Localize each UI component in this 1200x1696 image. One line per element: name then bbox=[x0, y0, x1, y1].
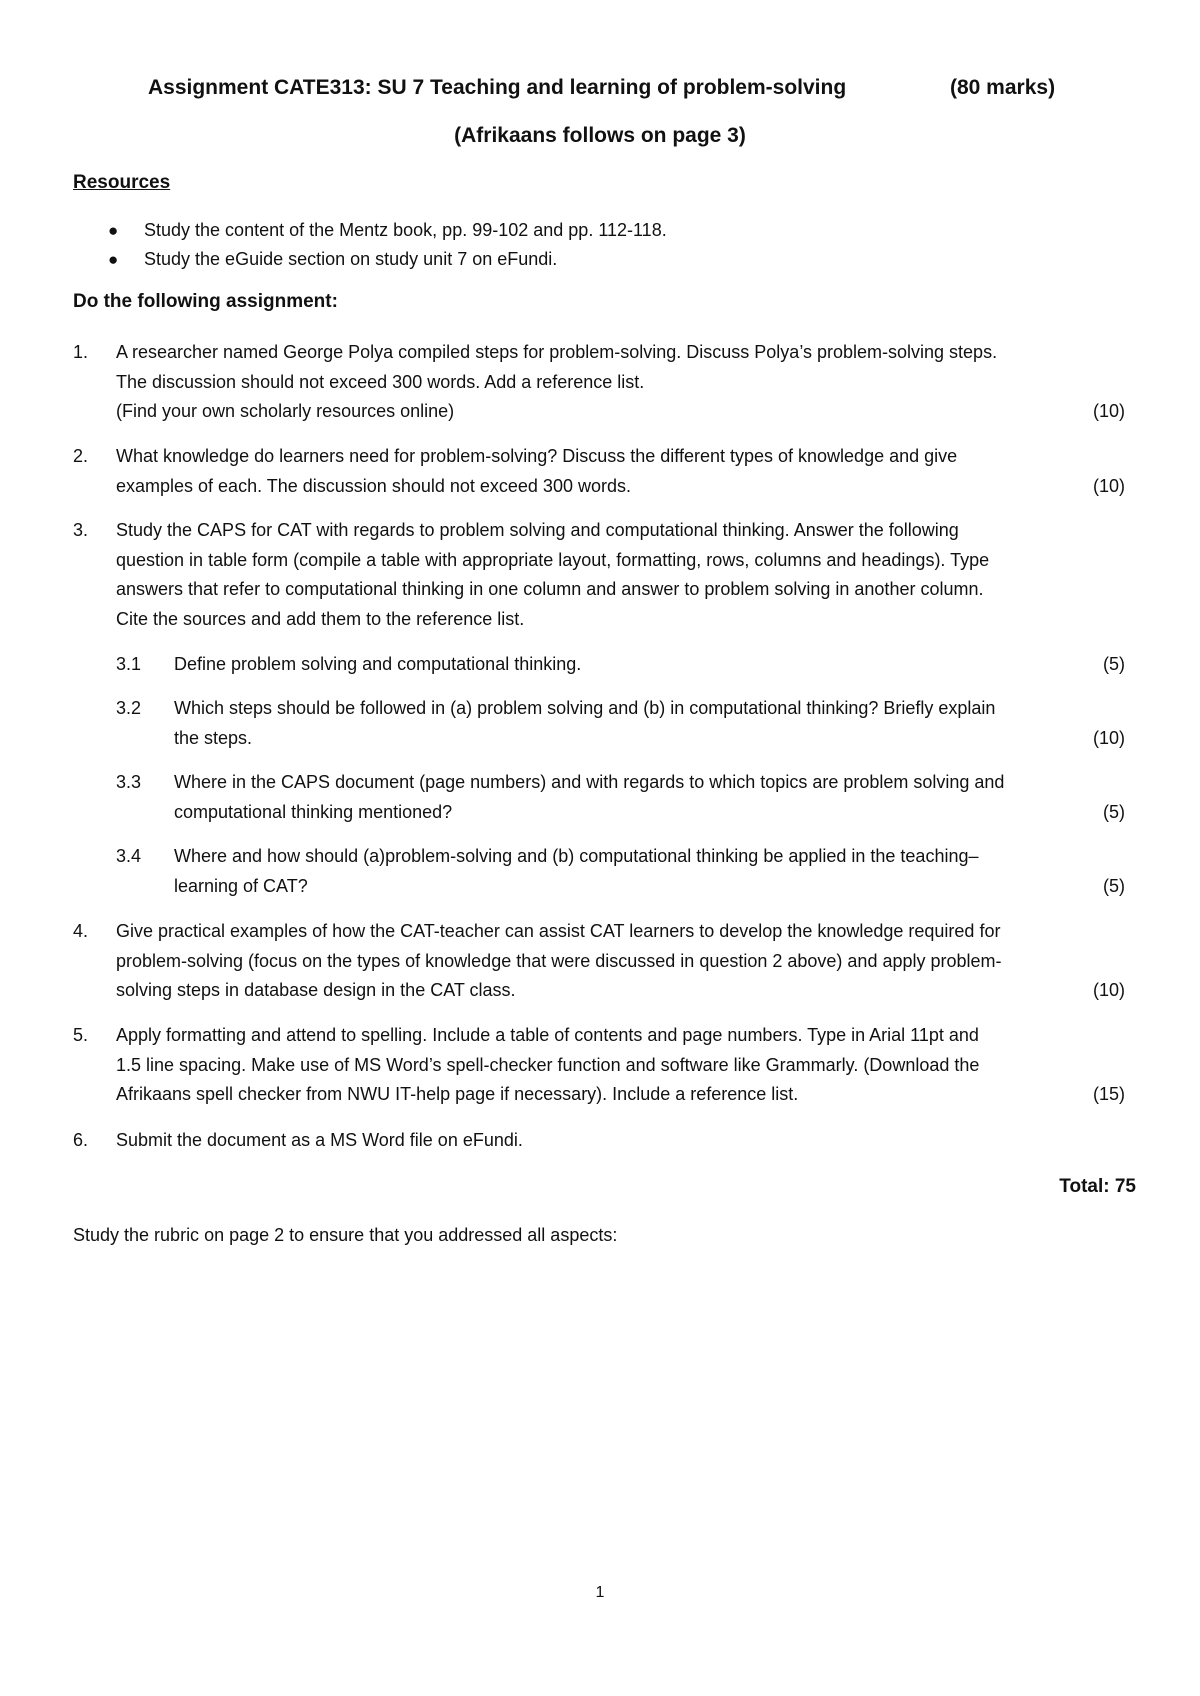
subquestion-3-2: 3.2 Which steps should be followed in (a) problem solving and (b) in computational thinking? Briefly explain the steps. (10) bbox=[116, 694, 1125, 753]
question-1: 1. A researcher named George Polya compiled steps for problem-solving. Discuss Polya’s problem-solving steps. The discussion should not exceed 300 words. Add a reference list. (Find your own scholarly resources online) (10) bbox=[73, 338, 1125, 427]
subquestion-3-3: 3.3 Where in the CAPS document (page numbers) and with regards to which topics are problem solving and computational thinking mentioned? (5) bbox=[116, 768, 1125, 827]
question-mark: (15) bbox=[1092, 1084, 1125, 1104]
title-row bbox=[148, 76, 1058, 106]
resources-list bbox=[108, 216, 1008, 274]
resources-heading: Resources bbox=[73, 172, 171, 193]
total-score: Total: 75 bbox=[1059, 1176, 1136, 1197]
question-5: 5. Apply formatting and attend to spelling. Include a table of contents and page numbers. Type in Arial 11pt and 1.5 line spacing. Make use of MS Word’s spell-checker function and software like Grammarly. (Download the Afrikaans spell checker from NWU IT-help page if necessary). Include a reference list. (15) bbox=[73, 1021, 1125, 1110]
question-6: 6. Submit the document as a MS Word file on eFundi. bbox=[73, 1130, 523, 1150]
list-item: ● Study the eGuide section on study unit 7 on eFundi. bbox=[108, 245, 1008, 274]
question-mark: (5) bbox=[1103, 875, 1125, 896]
total-marks: (80 marks) bbox=[950, 76, 1056, 99]
rubric-note: Study the rubric on page 2 to ensure that you addressed all aspects: bbox=[73, 1225, 618, 1245]
question-mark: (5) bbox=[1103, 801, 1125, 822]
question-mark: (10) bbox=[1092, 727, 1125, 748]
question-mark: (10) bbox=[1092, 475, 1125, 496]
language-note: (Afrikaans follows on page 3) bbox=[454, 124, 746, 147]
subquestion-3-4: 3.4 Where and how should (a)problem-solving and (b) computational thinking be applied in the teaching– learning of CAT? (5) bbox=[116, 842, 1125, 901]
question-mark: (10) bbox=[1092, 401, 1125, 421]
assignment-heading: Do the following assignment: bbox=[73, 291, 338, 312]
page-number: 1 bbox=[595, 1584, 605, 1601]
question-3: 3. Study the CAPS for CAT with regards to problem solving and computational thinking. Answer the following question in table form (compile a table with appropriate layout, formatting, rows, columns and headings). Type answers that refer to computational thinking in one column and answer to problem solving in another column. Cite the sources and add them to the reference list. bbox=[73, 520, 990, 629]
question-mark: (5) bbox=[1103, 654, 1125, 674]
list-item: ● Study the content of the Mentz book, pp. 99-102 and pp. 112-118. bbox=[108, 216, 1008, 245]
question-4: 4. Give practical examples of how the CAT-teacher can assist CAT learners to develop the knowledge required for problem-solving (focus on the types of knowledge that were discussed in question 2 above) and apply problem- solving steps in database design in the CAT class. (10) bbox=[73, 917, 1125, 1006]
bullet-icon: ● bbox=[108, 221, 119, 240]
question-mark: (10) bbox=[1092, 980, 1125, 1000]
assignment-title: Assignment CATE313: SU 7 Teaching and learning of problem-solving bbox=[148, 76, 847, 99]
question-2: 2. What knowledge do learners need for problem-solving? Discuss the different types of knowledge and give examples of each. The discussion should not exceed 300 words. (10) bbox=[73, 442, 1125, 501]
bullet-icon: ● bbox=[108, 250, 119, 269]
subquestion-3-1: 3.1 Define problem solving and computational thinking. (5) bbox=[116, 650, 1125, 680]
